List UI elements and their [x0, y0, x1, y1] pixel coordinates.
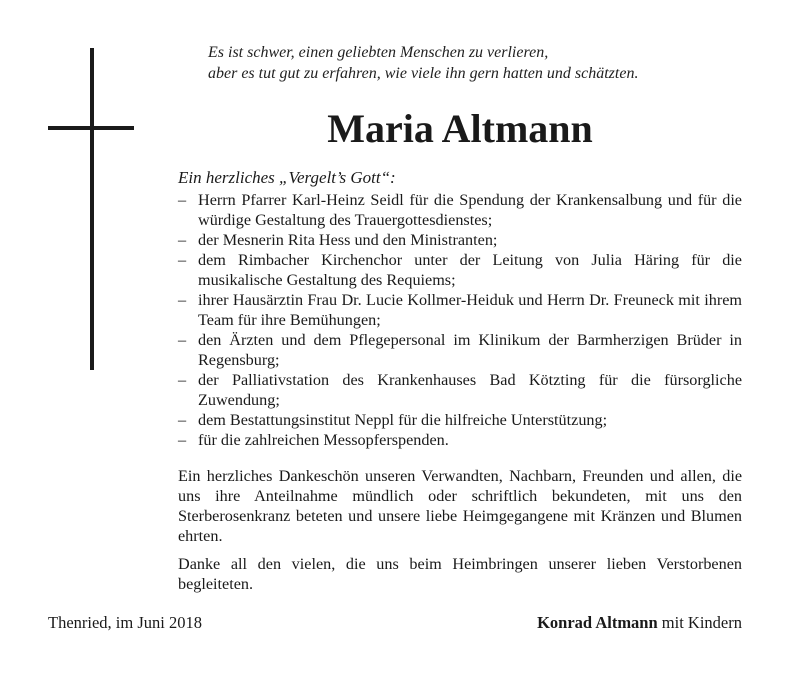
motto	[208, 42, 748, 84]
list-item: – den Ärzten und dem Pflegepersonal im Klinikum der Barmherzigen Brüder in Regensburg;	[178, 331, 742, 369]
list-item: – der Palliativstation des Krankenhauses Bad Kötzting für die fürsorgliche Zuwendung;	[178, 371, 742, 409]
list-item: – dem Rimbacher Kirchenchor unter der Leitung von Julia Häring für die musikalische Gestaltung des Requiems;	[178, 251, 742, 289]
place-date: Thenried, im Juni 2018	[48, 613, 202, 632]
motto-line-1: Es ist schwer, einen geliebten Menschen zu verlieren,	[208, 44, 549, 61]
list-item: – Herrn Pfarrer Karl-Heinz Seidl für die Spendung der Krankensalbung und für die würdige Gestaltung des Trauergottesdienstes;	[178, 191, 742, 229]
list-item: – für die zahlreichen Messopferspenden.	[178, 431, 449, 449]
thanks-paragraph-escort: Danke all den vielen, die uns beim Heimbringen unserer lieben Verstorbenen begleiteten.	[178, 555, 742, 593]
list-item: – dem Bestattungsinstitut Neppl für die hilfreiche Unterstützung;	[178, 411, 608, 429]
thanks-list	[178, 190, 742, 450]
deceased-name: Maria Altmann	[327, 106, 593, 151]
list-item: – ihrer Hausärztin Frau Dr. Lucie Kollmer-Heiduk und Herrn Dr. Freuneck mit ihrem Team für ihre Bemühungen;	[178, 291, 742, 329]
cross-vertical-bar	[90, 48, 94, 370]
signer-suffix: mit Kindern	[661, 613, 742, 632]
cross-horizontal-bar	[48, 126, 134, 130]
signer-name: Konrad Altmann	[537, 613, 658, 632]
thanks-paragraph-relatives: Ein herzliches Dankeschön unseren Verwandten, Nachbarn, Freunden und allen, die uns ihre Anteilnahme mündlich oder schriftlich bekundeten, mit uns den Sterberosenkranz beteten und unsere liebe Heimgegangene mit Kränzen und Blumen ehrten.	[178, 467, 742, 545]
motto-line-2: aber es tut gut zu erfahren, wie viele ihn gern hatten und schätzten.	[208, 65, 639, 82]
signature	[537, 613, 742, 633]
thanks-intro: Ein herzliches „Vergelt’s Gott“:	[178, 168, 396, 187]
list-item: – der Mesnerin Rita Hess und den Ministranten;	[178, 231, 498, 249]
